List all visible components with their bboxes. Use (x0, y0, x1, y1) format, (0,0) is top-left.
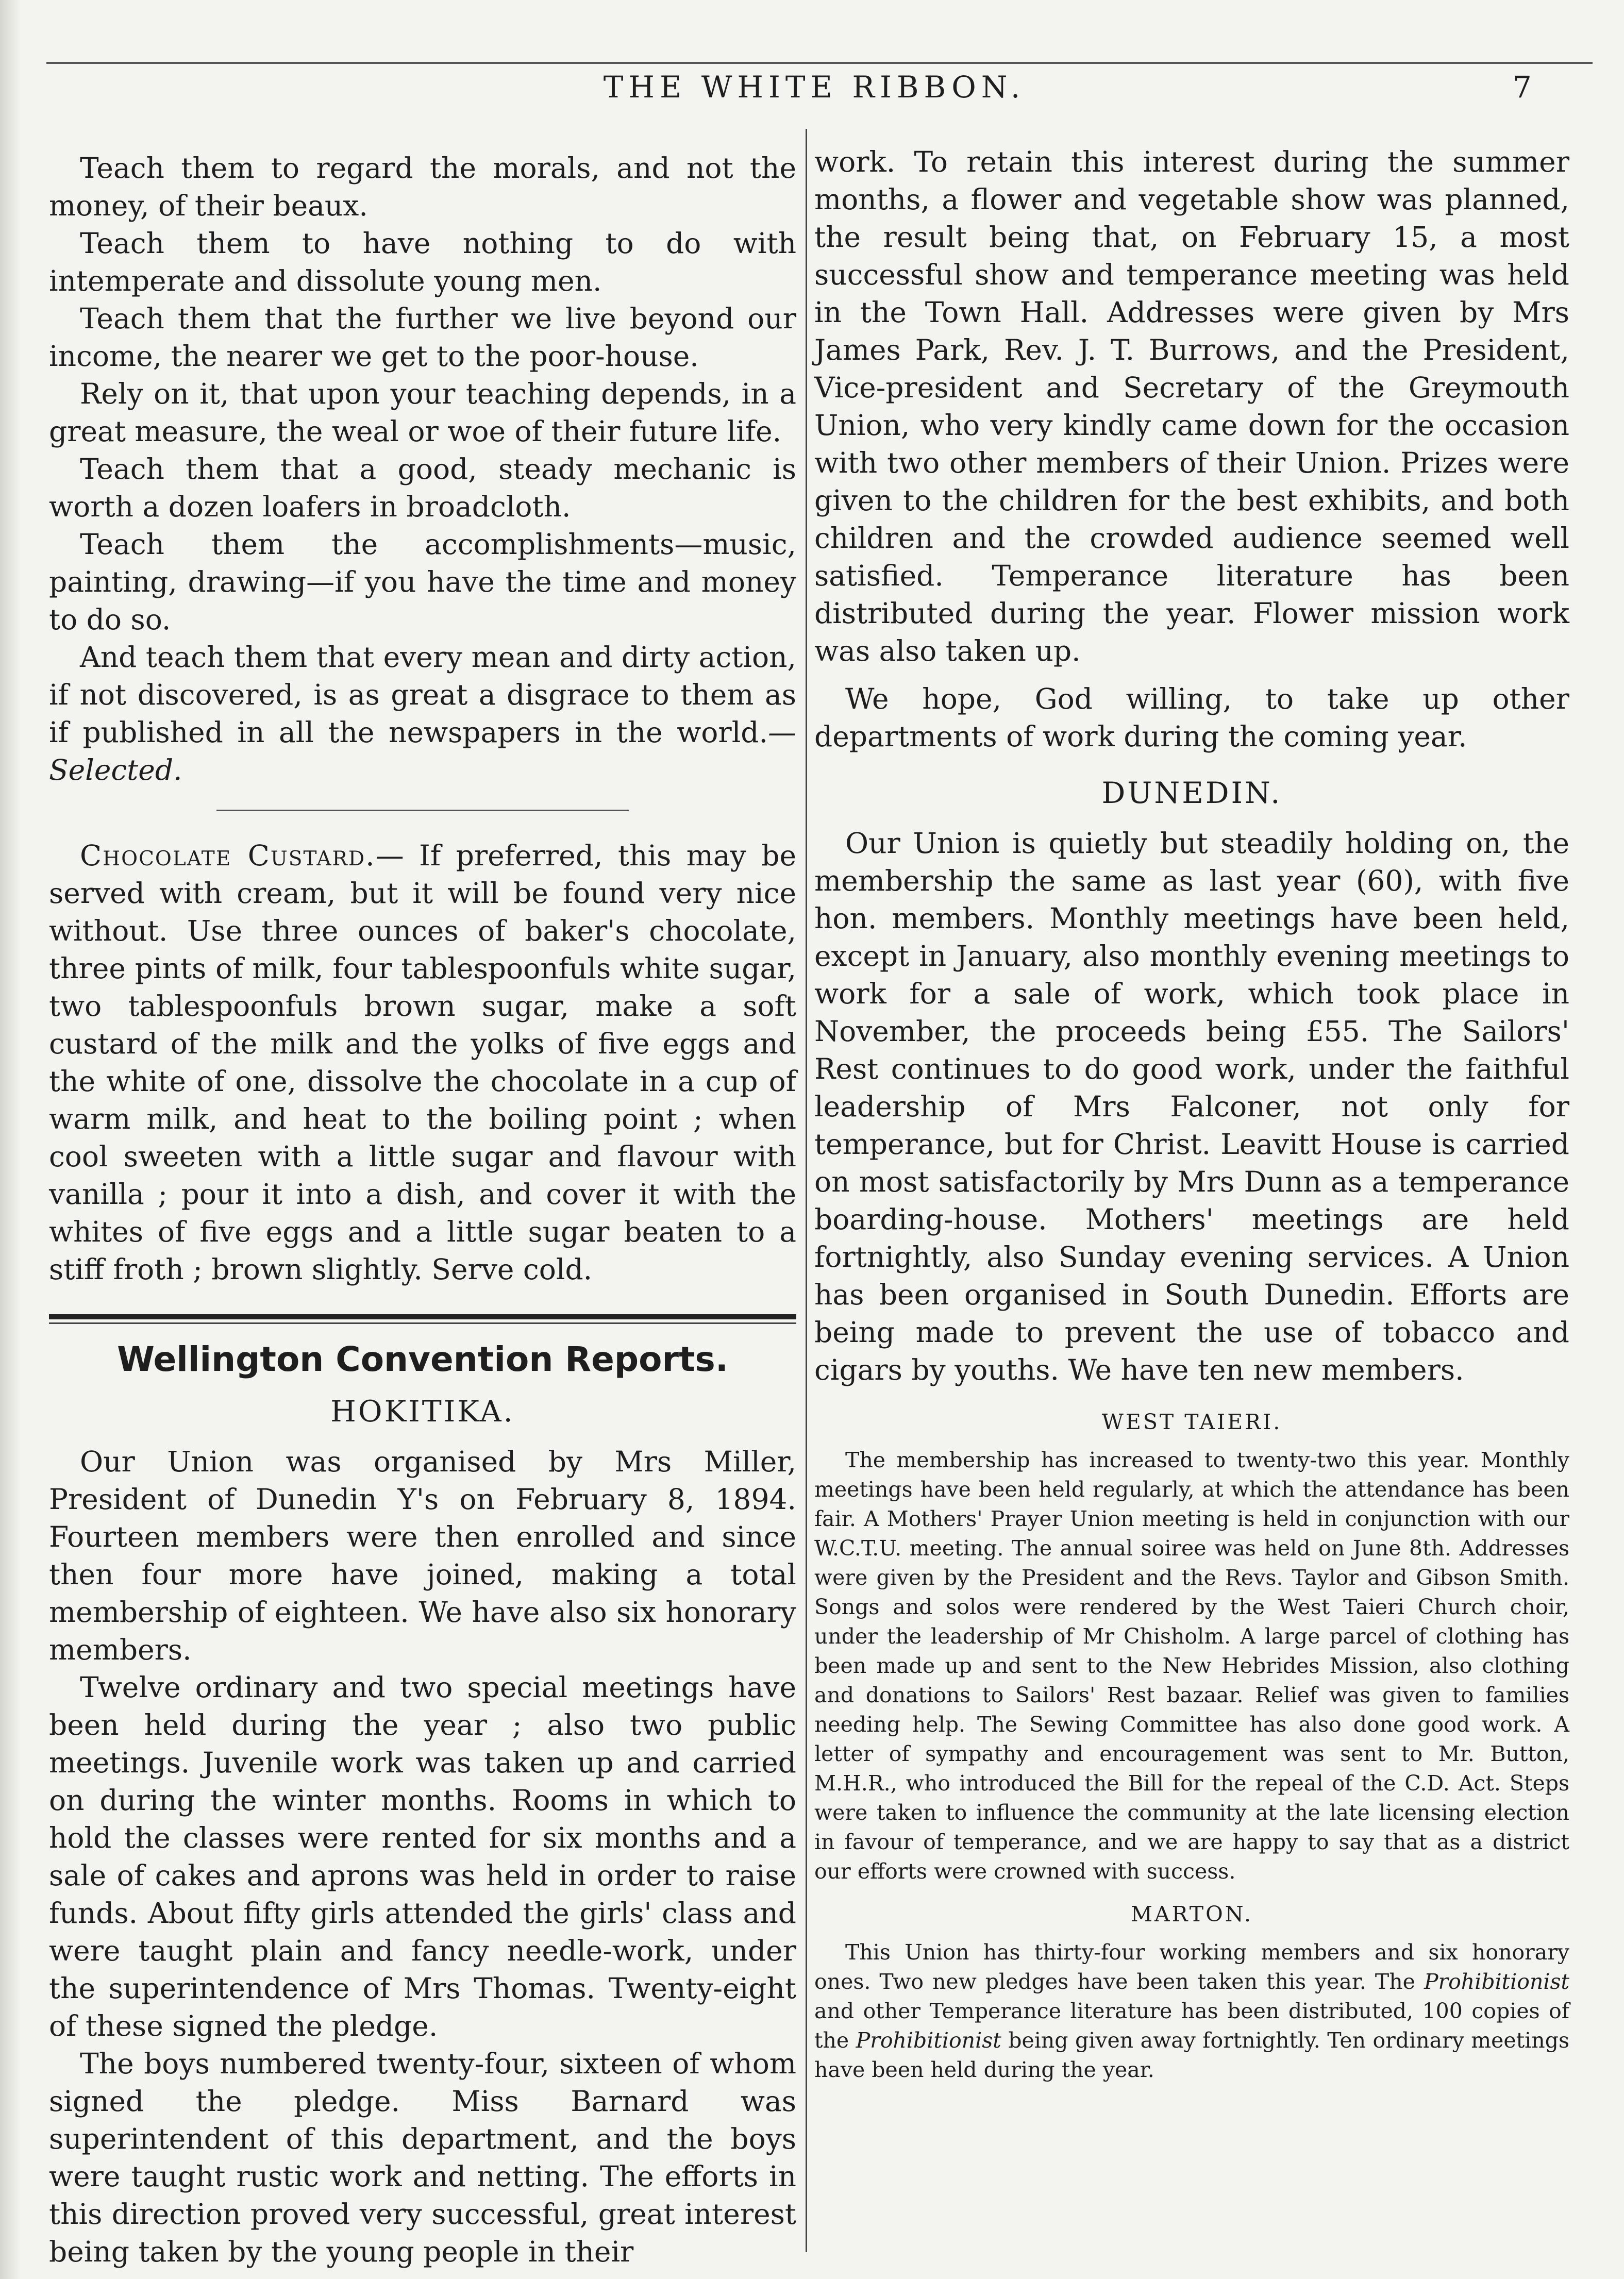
section-divider (216, 810, 629, 811)
marton-paragraph (814, 1938, 1569, 2085)
left-column (49, 149, 796, 2271)
teach-paragraph: Teach them to regard the morals, and not the money, of their beaux. (49, 152, 796, 222)
marton-heading: MARTON. (1131, 1902, 1253, 1926)
teach-paragraph: Teach them to have nothing to do with intemperate and dissolute young men. (49, 227, 796, 297)
right-column (814, 143, 1569, 2085)
hokitika-heading: HOKITIKA. (330, 1395, 515, 1429)
recipe-title: Chocolate Custard. (80, 839, 376, 872)
hokitika-closing: We hope, God willing, to take up other departments of work during the coming year. (814, 682, 1569, 753)
spacer (814, 670, 1569, 680)
closing-paragraph-text: And teach them that every mean and dirty action, if not discovered, is as great a disgrace to them as if published in all the newspapers in the world. (49, 641, 796, 749)
closing-paragraph (49, 639, 796, 789)
page-number: 7 (1513, 70, 1532, 105)
teach-paragraph: Rely on it, that upon your teaching depends, in a great measure, the weal or woe of their future life. (49, 377, 796, 448)
selected-credit: —Selected. (49, 716, 796, 786)
thin-rule (49, 1322, 796, 1324)
teach-paragraph: Teach them that a good, steady mechanic is worth a dozen loafers in broadcloth. (49, 453, 796, 523)
prohibitionist-title: Prohibitionist (856, 2028, 1001, 2053)
west-taieri-paragraph: The membership has increased to twenty-two this year. Monthly meetings have been held regularly, at which the attendance has been fair. A Mothers' Prayer Union meeting is held in conjunction with our W.C.T.U. meeting. The annual soiree was held on June 8th. Addresses were given by the President and the Revs. Taylor and Gibson Smith. Songs and solos were rendered by the West Taieri Church choir, under the leadership of Mr Chisholm. A large parcel of clothing has been made up and sent to the New Hebrides Mission, also clothing and donations to Sailors' Rest bazaar. Relief was given to families needing help. The Sewing Committee has also done good work. A letter of sympathy and encouragement was sent to Mr. Button, M.H.R., who introduced the Bill for the repeal of the C.D. Act. Steps were taken to influence the community at the late licensing election in favour of temperance, and we are happy to say that as a district our efforts were crowned with success. (814, 1448, 1569, 1884)
west-taieri-heading: WEST TAIERI. (1101, 1410, 1282, 1434)
hokitika-paragraph: The boys numbered twenty-four, sixteen of whom signed the pledge. Miss Barnard was superintendent of this department, and the boys were taught rustic work and netting. The efforts in this direction proved very successful, great interest being taken by the young people in their (49, 2047, 796, 2268)
dunedin-heading: DUNEDIN. (1101, 776, 1282, 810)
convention-heading: Wellington Convention Reports. (117, 1339, 728, 1379)
teach-paragraph: Teach them the accomplishments—music, painting, drawing—if you have the time and money to do so. (49, 528, 796, 636)
teach-paragraph: Teach them that the further we live beyond our income, the nearer we get to the poor-house. (49, 302, 796, 373)
page-edge-shadow (0, 0, 21, 2279)
recipe-text: — If preferred, this may be served with cream, but it will be found very nice without. Use three ounces of baker's chocolate, three pints of milk, four tablespoonfuls white sugar, two tablespoonfuls brown sugar, make a soft custard of the milk and the yolks of five eggs and the white of one, dissolve the chocolate in a cup of warm milk, and heat to the boiling point ; when cool sweeten with a little sugar and flavour with vanilla ; pour it into a dish, and cover it with the whites of five eggs and a little sugar beaten to a stiff froth ; brown slightly. Serve cold. (49, 839, 796, 1286)
prohibitionist-title: Prohibitionist (1424, 1969, 1569, 1994)
hokitika-paragraph: Twelve ordinary and two special meetings have been held during the year ; also two public meetings. Juvenile work was taken up and carried on during the winter months. Rooms in which to hold the classes were rented for six months and a sale of cakes and aprons was held in order to raise funds. About fifty girls attended the girls' class and were taught plain and fancy needle-work, under the superintendence of Mrs Thomas. Twenty-eight of these signed the pledge. (49, 1671, 796, 2042)
marton-text: being given away fortnightly. Ten ordinary meetings have been held during the year. (814, 2028, 1569, 2082)
thick-rule (49, 1314, 796, 1319)
hokitika-continued: work. To retain this interest during the summer months, a flower and vegetable show was planned, the result being that, on February 15, a most successful show and temperance meeting was held in the Town Hall. Addresses were given by Mrs James Park, Rev. J. T. Burrows, and the President, Vice-president and Secretary of the Greymouth Union, who very kindly came down for the occasion with two other members of their Union. Prizes were given to the children for the best exhibits, and both children and the crowded audience seemed well satisfied. Temperance literature has been distributed during the year. Flower mission work was also taken up. (814, 145, 1569, 667)
marton-text: and other Temperance literature has been distributed, 100 copies of the (814, 1999, 1569, 2053)
dunedin-paragraph: Our Union is quietly but steadily holding on, the membership the same as last year (60), with five hon. members. Monthly meetings have been held, except in January, also monthly evening meetings to work for a sale of work, which took place in November, the proceeds being £55. The Sailors' Rest continues to do good work, under the faithful leadership of Mrs Falconer, not only for temperance, but for Christ. Leavitt House is carried on most satisfactorily by Mrs Dunn as a temperance boarding-house. Mothers' meetings are held fortnightly, also Sunday evening services. A Union has been organised in South Dunedin. Efforts are being made to prevent the use of tobacco and cigars by youths. We have ten new members. (814, 827, 1569, 1386)
recipe-paragraph (49, 837, 796, 1288)
hokitika-paragraph: Our Union was organised by Mrs Miller, President of Dunedin Y's on February 8, 1894. Fourteen members were then enrolled and since then four more have joined, making a total membership of eighteen. We have also six honorary members. (49, 1445, 796, 1666)
header-rule (46, 62, 1593, 64)
marton-text: This Union has thirty-four working members and six honorary ones. Two new pledges have been taken this year. The (814, 1940, 1569, 1994)
column-divider (806, 129, 807, 2252)
running-title: THE WHITE RIBBON. (603, 70, 1026, 105)
